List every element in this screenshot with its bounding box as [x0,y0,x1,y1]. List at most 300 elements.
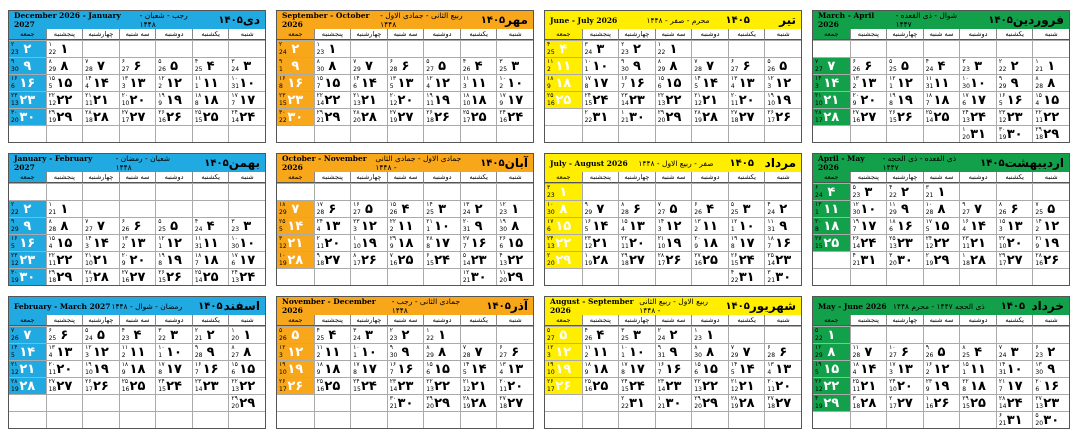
day-cell[interactable] [886,200,923,217]
day-cell[interactable] [923,57,960,74]
day-cell[interactable] [691,326,728,343]
day-cell[interactable] [764,91,801,108]
day-cell[interactable] [996,125,1033,142]
day-cell[interactable] [582,40,619,57]
day-cell[interactable] [764,200,801,217]
day-cell[interactable] [9,200,46,217]
day-cell[interactable] [423,217,460,234]
day-cell[interactable] [460,394,497,411]
day-cell[interactable] [582,343,619,360]
day-cell[interactable] [959,251,996,268]
day-cell[interactable] [9,74,46,91]
day-cell[interactable] [387,343,424,360]
day-cell[interactable] [618,234,655,251]
day-cell[interactable] [1032,217,1069,234]
day-cell[interactable] [119,217,156,234]
day-cell[interactable] [155,57,192,74]
day-cell[interactable] [996,91,1033,108]
day-cell[interactable] [1032,125,1069,142]
day-cell[interactable] [9,40,46,57]
day-cell[interactable] [228,251,265,268]
day-cell[interactable] [46,360,83,377]
day-cell[interactable] [119,326,156,343]
day-cell[interactable] [996,234,1033,251]
day-cell[interactable] [764,394,801,411]
day-cell[interactable] [1032,377,1069,394]
day-cell[interactable] [460,360,497,377]
day-cell[interactable] [996,343,1033,360]
day-cell[interactable] [582,326,619,343]
day-cell[interactable] [691,251,728,268]
day-cell[interactable] [460,217,497,234]
day-cell[interactable] [728,377,765,394]
day-cell[interactable] [314,377,351,394]
day-cell[interactable] [813,377,850,394]
day-cell[interactable] [545,183,582,200]
day-cell[interactable] [350,217,387,234]
day-cell[interactable] [119,91,156,108]
day-cell[interactable] [728,91,765,108]
day-cell[interactable] [582,108,619,125]
day-cell[interactable] [119,74,156,91]
day-cell[interactable] [728,234,765,251]
day-cell[interactable] [850,108,887,125]
day-cell[interactable] [82,74,119,91]
day-cell[interactable] [46,251,83,268]
day-cell[interactable] [655,234,692,251]
day-cell[interactable] [923,217,960,234]
day-cell[interactable] [387,91,424,108]
day-cell[interactable] [923,343,960,360]
day-cell[interactable] [460,200,497,217]
day-cell[interactable] [886,377,923,394]
day-cell[interactable] [813,394,850,411]
day-cell[interactable] [655,74,692,91]
day-cell[interactable] [228,326,265,343]
day-cell[interactable] [9,217,46,234]
day-cell[interactable] [850,377,887,394]
day-cell[interactable] [350,74,387,91]
day-cell[interactable] [655,91,692,108]
day-cell[interactable] [764,57,801,74]
day-cell[interactable] [350,234,387,251]
day-cell[interactable] [82,108,119,125]
day-cell[interactable] [618,394,655,411]
day-cell[interactable] [655,40,692,57]
day-cell[interactable] [996,360,1033,377]
day-cell[interactable] [228,360,265,377]
day-cell[interactable] [192,343,229,360]
day-cell[interactable] [813,343,850,360]
day-cell[interactable] [314,217,351,234]
day-cell[interactable] [655,377,692,394]
day-cell[interactable] [886,343,923,360]
day-cell[interactable] [618,108,655,125]
day-cell[interactable] [460,234,497,251]
day-cell[interactable] [460,377,497,394]
day-cell[interactable] [350,326,387,343]
day-cell[interactable] [350,343,387,360]
day-cell[interactable] [423,200,460,217]
day-cell[interactable] [277,360,314,377]
day-cell[interactable] [119,343,156,360]
day-cell[interactable] [1032,91,1069,108]
day-cell[interactable] [959,234,996,251]
day-cell[interactable] [764,343,801,360]
day-cell[interactable] [9,234,46,251]
day-cell[interactable] [277,217,314,234]
day-cell[interactable] [155,217,192,234]
day-cell[interactable] [691,91,728,108]
day-cell[interactable] [277,251,314,268]
day-cell[interactable] [277,40,314,57]
day-cell[interactable] [582,57,619,74]
day-cell[interactable] [959,91,996,108]
day-cell[interactable] [350,91,387,108]
day-cell[interactable] [192,57,229,74]
day-cell[interactable] [9,343,46,360]
day-cell[interactable] [460,74,497,91]
day-cell[interactable] [691,217,728,234]
day-cell[interactable] [314,40,351,57]
day-cell[interactable] [46,40,83,57]
day-cell[interactable] [350,360,387,377]
day-cell[interactable] [9,57,46,74]
day-cell[interactable] [959,200,996,217]
day-cell[interactable] [496,57,533,74]
day-cell[interactable] [119,360,156,377]
day-cell[interactable] [691,74,728,91]
day-cell[interactable] [545,234,582,251]
day-cell[interactable] [959,343,996,360]
day-cell[interactable] [764,74,801,91]
day-cell[interactable] [728,360,765,377]
day-cell[interactable] [923,251,960,268]
day-cell[interactable] [46,57,83,74]
day-cell[interactable] [886,217,923,234]
day-cell[interactable] [728,268,765,285]
day-cell[interactable] [996,57,1033,74]
day-cell[interactable] [618,217,655,234]
day-cell[interactable] [655,394,692,411]
day-cell[interactable] [582,200,619,217]
day-cell[interactable] [886,251,923,268]
day-cell[interactable] [228,217,265,234]
day-cell[interactable] [1032,394,1069,411]
day-cell[interactable] [192,251,229,268]
day-cell[interactable] [155,234,192,251]
day-cell[interactable] [314,360,351,377]
day-cell[interactable] [728,74,765,91]
day-cell[interactable] [691,108,728,125]
day-cell[interactable] [764,251,801,268]
day-cell[interactable] [691,200,728,217]
day-cell[interactable] [655,217,692,234]
day-cell[interactable] [728,217,765,234]
day-cell[interactable] [314,74,351,91]
day-cell[interactable] [850,74,887,91]
day-cell[interactable] [1032,74,1069,91]
day-cell[interactable] [813,326,850,343]
day-cell[interactable] [82,57,119,74]
day-cell[interactable] [192,268,229,285]
day-cell[interactable] [82,217,119,234]
day-cell[interactable] [155,377,192,394]
day-cell[interactable] [314,91,351,108]
day-cell[interactable] [996,217,1033,234]
day-cell[interactable] [228,377,265,394]
day-cell[interactable] [350,200,387,217]
day-cell[interactable] [46,91,83,108]
day-cell[interactable] [886,91,923,108]
day-cell[interactable] [46,234,83,251]
day-cell[interactable] [82,234,119,251]
day-cell[interactable] [387,74,424,91]
day-cell[interactable] [277,57,314,74]
day-cell[interactable] [764,234,801,251]
day-cell[interactable] [618,326,655,343]
day-cell[interactable] [119,57,156,74]
day-cell[interactable] [314,251,351,268]
day-cell[interactable] [850,91,887,108]
day-cell[interactable] [996,394,1033,411]
day-cell[interactable] [813,91,850,108]
day-cell[interactable] [119,268,156,285]
day-cell[interactable] [46,343,83,360]
day-cell[interactable] [423,234,460,251]
day-cell[interactable] [850,217,887,234]
day-cell[interactable] [691,394,728,411]
day-cell[interactable] [886,108,923,125]
day-cell[interactable] [496,268,533,285]
day-cell[interactable] [423,74,460,91]
day-cell[interactable] [119,234,156,251]
day-cell[interactable] [545,343,582,360]
day-cell[interactable] [82,251,119,268]
day-cell[interactable] [192,74,229,91]
day-cell[interactable] [728,57,765,74]
day-cell[interactable] [959,74,996,91]
day-cell[interactable] [277,377,314,394]
day-cell[interactable] [850,360,887,377]
day-cell[interactable] [691,234,728,251]
day-cell[interactable] [850,234,887,251]
day-cell[interactable] [582,91,619,108]
day-cell[interactable] [82,326,119,343]
day-cell[interactable] [155,91,192,108]
day-cell[interactable] [387,200,424,217]
day-cell[interactable] [192,377,229,394]
day-cell[interactable] [423,251,460,268]
day-cell[interactable] [959,394,996,411]
day-cell[interactable] [728,251,765,268]
day-cell[interactable] [923,377,960,394]
day-cell[interactable] [423,108,460,125]
day-cell[interactable] [618,377,655,394]
day-cell[interactable] [192,91,229,108]
day-cell[interactable] [1032,251,1069,268]
day-cell[interactable] [228,108,265,125]
day-cell[interactable] [9,326,46,343]
day-cell[interactable] [46,74,83,91]
day-cell[interactable] [192,360,229,377]
day-cell[interactable] [923,360,960,377]
day-cell[interactable] [496,74,533,91]
day-cell[interactable] [850,251,887,268]
day-cell[interactable] [655,343,692,360]
day-cell[interactable] [423,326,460,343]
day-cell[interactable] [314,234,351,251]
day-cell[interactable] [850,343,887,360]
day-cell[interactable] [886,234,923,251]
day-cell[interactable] [545,377,582,394]
day-cell[interactable] [496,360,533,377]
day-cell[interactable] [228,91,265,108]
day-cell[interactable] [119,377,156,394]
day-cell[interactable] [545,360,582,377]
day-cell[interactable] [923,91,960,108]
day-cell[interactable] [82,360,119,377]
day-cell[interactable] [850,57,887,74]
day-cell[interactable] [387,360,424,377]
day-cell[interactable] [228,57,265,74]
day-cell[interactable] [423,394,460,411]
day-cell[interactable] [460,343,497,360]
day-cell[interactable] [923,74,960,91]
day-cell[interactable] [545,200,582,217]
day-cell[interactable] [618,40,655,57]
day-cell[interactable] [850,200,887,217]
day-cell[interactable] [959,108,996,125]
day-cell[interactable] [850,183,887,200]
day-cell[interactable] [192,326,229,343]
day-cell[interactable] [618,360,655,377]
day-cell[interactable] [387,57,424,74]
day-cell[interactable] [618,57,655,74]
day-cell[interactable] [82,343,119,360]
day-cell[interactable] [959,360,996,377]
day-cell[interactable] [764,108,801,125]
day-cell[interactable] [155,108,192,125]
day-cell[interactable] [46,217,83,234]
day-cell[interactable] [9,91,46,108]
day-cell[interactable] [423,91,460,108]
day-cell[interactable] [314,326,351,343]
day-cell[interactable] [460,57,497,74]
day-cell[interactable] [192,217,229,234]
day-cell[interactable] [496,217,533,234]
day-cell[interactable] [277,200,314,217]
day-cell[interactable] [387,251,424,268]
day-cell[interactable] [728,394,765,411]
day-cell[interactable] [923,108,960,125]
day-cell[interactable] [618,74,655,91]
day-cell[interactable] [460,108,497,125]
day-cell[interactable] [655,200,692,217]
day-cell[interactable] [314,200,351,217]
day-cell[interactable] [1032,411,1069,428]
day-cell[interactable] [387,108,424,125]
day-cell[interactable] [387,326,424,343]
day-cell[interactable] [9,360,46,377]
day-cell[interactable] [545,57,582,74]
day-cell[interactable] [277,326,314,343]
day-cell[interactable] [496,91,533,108]
day-cell[interactable] [582,251,619,268]
day-cell[interactable] [350,251,387,268]
day-cell[interactable] [277,234,314,251]
day-cell[interactable] [582,377,619,394]
day-cell[interactable] [655,251,692,268]
day-cell[interactable] [655,326,692,343]
day-cell[interactable] [228,343,265,360]
day-cell[interactable] [813,234,850,251]
day-cell[interactable] [996,377,1033,394]
day-cell[interactable] [813,217,850,234]
day-cell[interactable] [46,377,83,394]
day-cell[interactable] [886,74,923,91]
day-cell[interactable] [959,377,996,394]
day-cell[interactable] [496,234,533,251]
day-cell[interactable] [545,251,582,268]
day-cell[interactable] [728,343,765,360]
day-cell[interactable] [545,217,582,234]
day-cell[interactable] [923,394,960,411]
day-cell[interactable] [9,108,46,125]
day-cell[interactable] [691,377,728,394]
day-cell[interactable] [996,108,1033,125]
day-cell[interactable] [655,360,692,377]
day-cell[interactable] [460,251,497,268]
day-cell[interactable] [582,360,619,377]
day-cell[interactable] [618,200,655,217]
day-cell[interactable] [46,326,83,343]
day-cell[interactable] [959,57,996,74]
day-cell[interactable] [9,251,46,268]
day-cell[interactable] [996,411,1033,428]
day-cell[interactable] [545,74,582,91]
day-cell[interactable] [996,74,1033,91]
day-cell[interactable] [423,360,460,377]
day-cell[interactable] [46,200,83,217]
day-cell[interactable] [155,326,192,343]
day-cell[interactable] [423,377,460,394]
day-cell[interactable] [1032,360,1069,377]
day-cell[interactable] [923,234,960,251]
day-cell[interactable] [387,234,424,251]
day-cell[interactable] [228,268,265,285]
day-cell[interactable] [886,57,923,74]
day-cell[interactable] [813,57,850,74]
day-cell[interactable] [387,217,424,234]
day-cell[interactable] [228,74,265,91]
day-cell[interactable] [350,377,387,394]
day-cell[interactable] [460,268,497,285]
day-cell[interactable] [423,343,460,360]
day-cell[interactable] [496,377,533,394]
day-cell[interactable] [813,183,850,200]
day-cell[interactable] [387,377,424,394]
day-cell[interactable] [277,74,314,91]
day-cell[interactable] [764,217,801,234]
day-cell[interactable] [996,251,1033,268]
day-cell[interactable] [691,360,728,377]
day-cell[interactable] [655,108,692,125]
day-cell[interactable] [813,360,850,377]
day-cell[interactable] [277,91,314,108]
day-cell[interactable] [9,268,46,285]
day-cell[interactable] [886,183,923,200]
